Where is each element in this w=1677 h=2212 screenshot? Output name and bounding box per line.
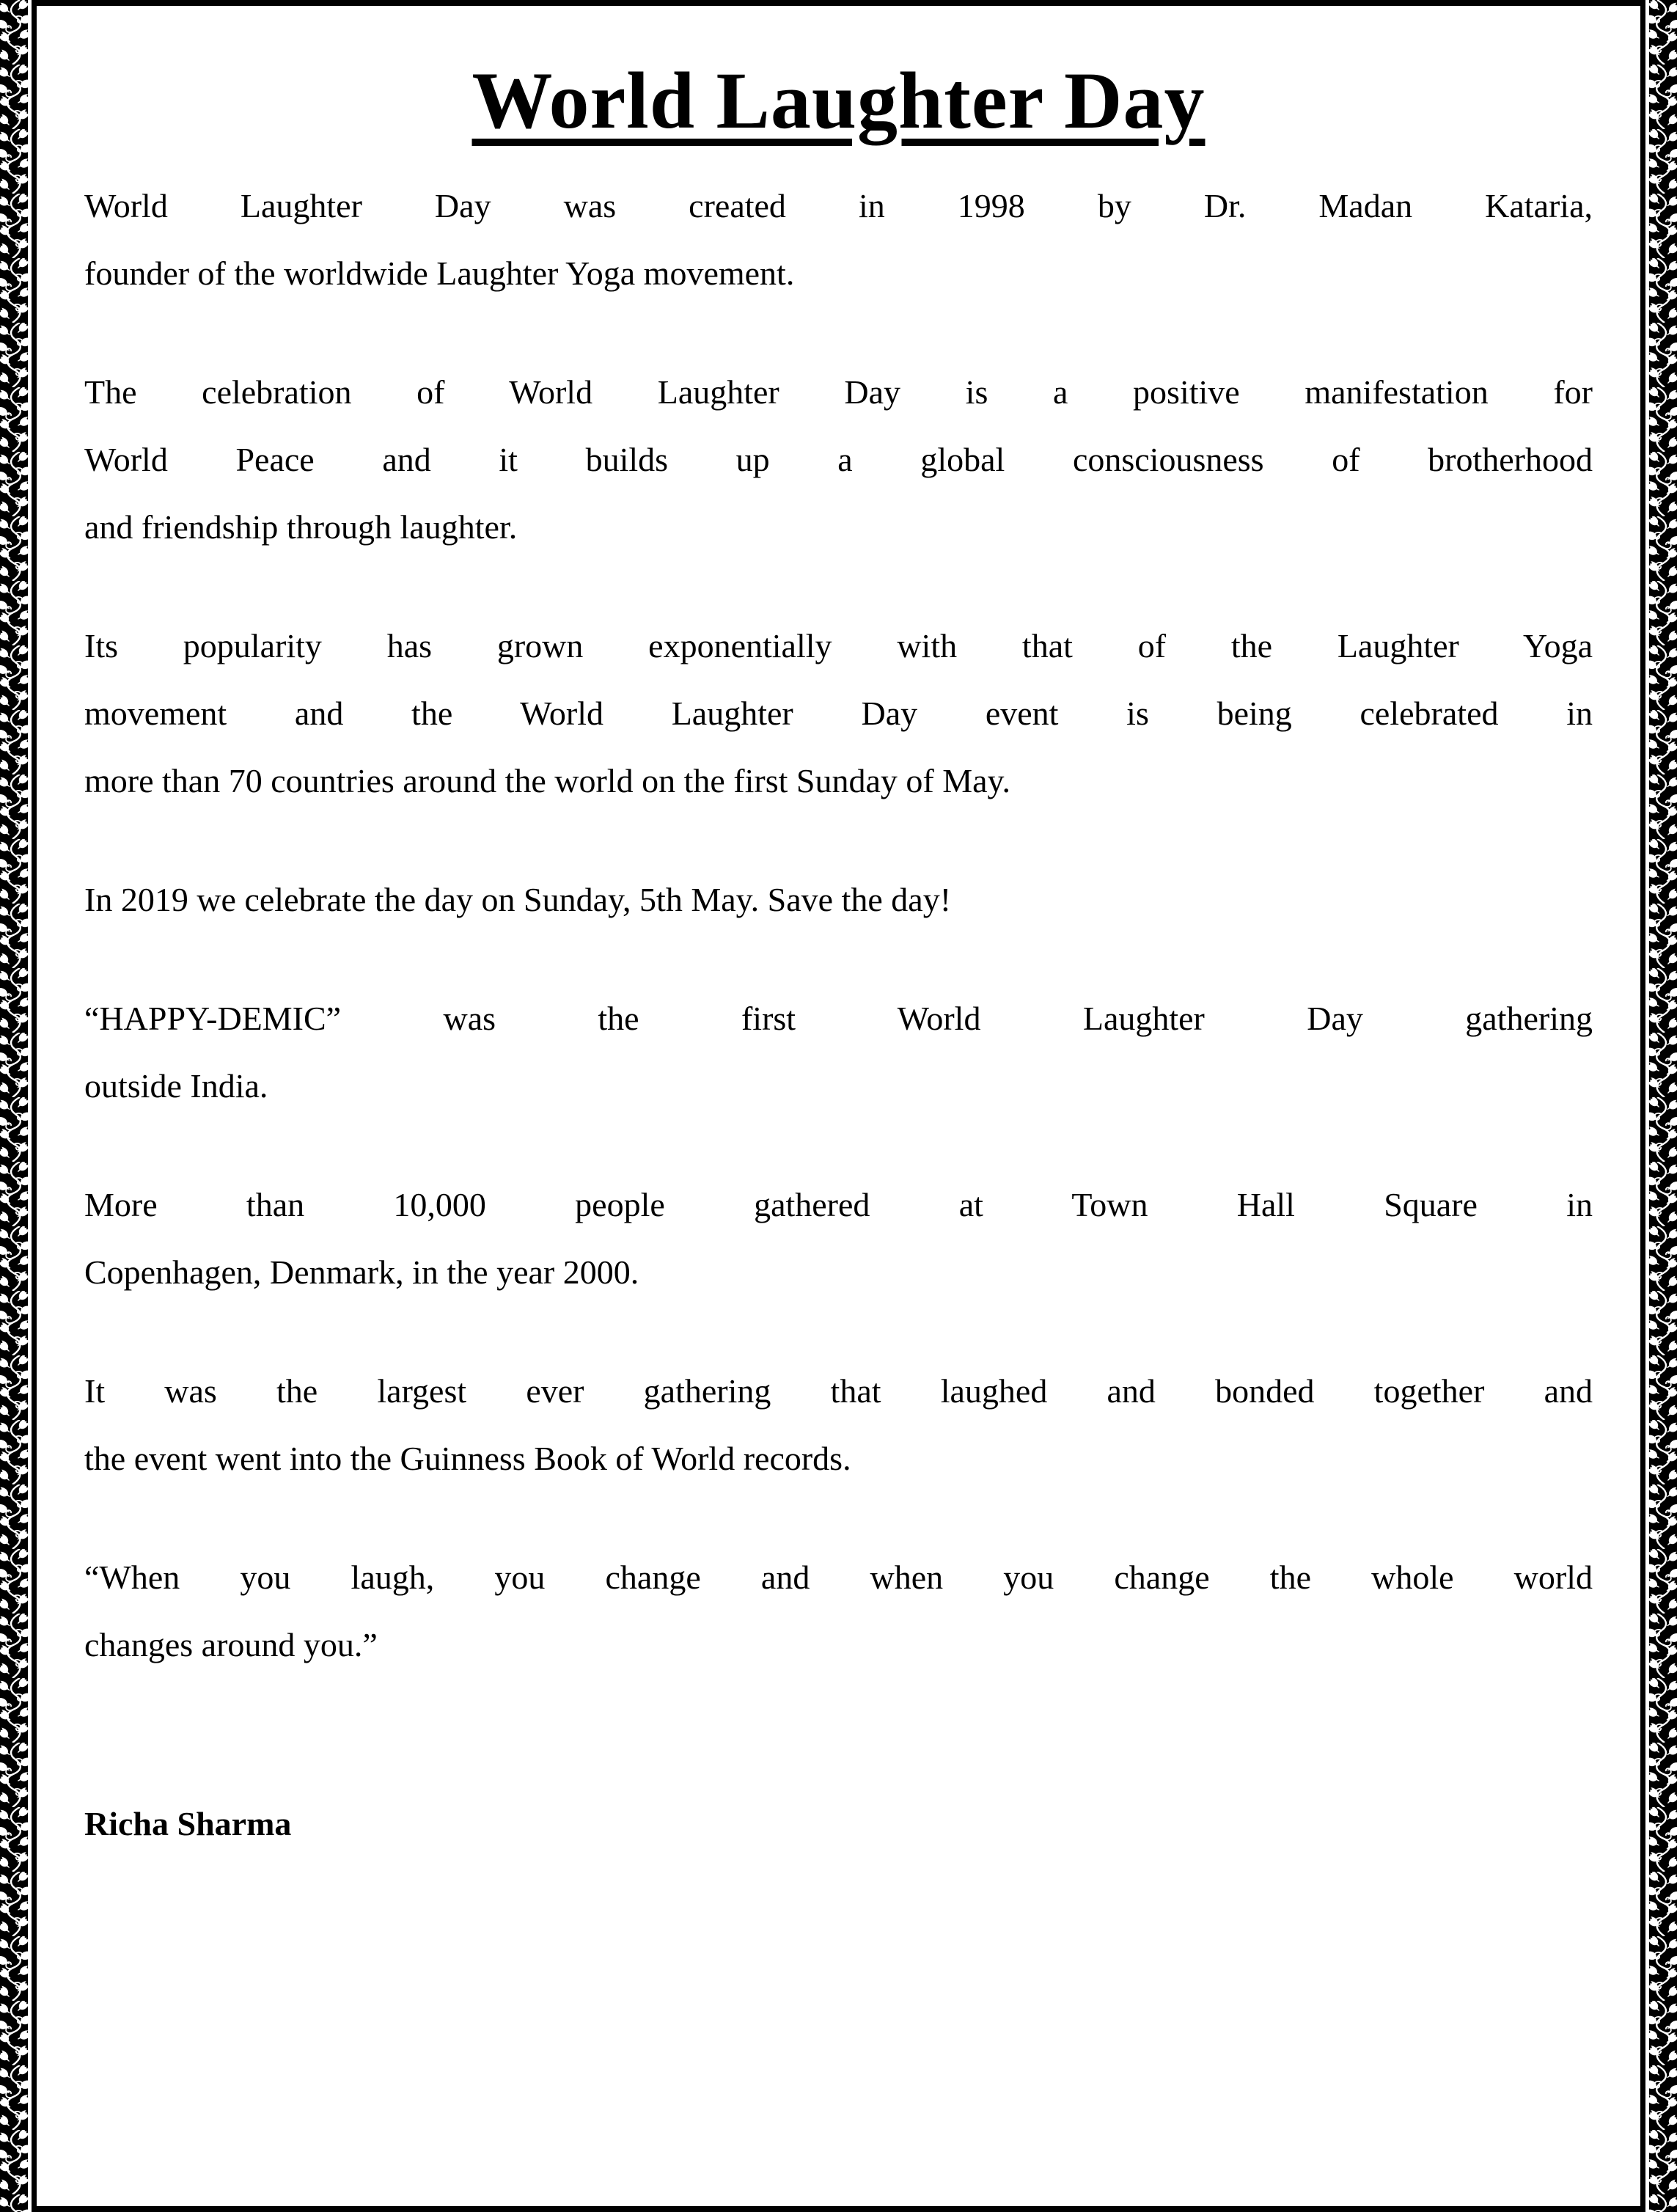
text-line: World Laughter Day was created in 1998 by Dr. Madan Kataria, [84,187,1593,224]
text-line: Its popularity has grown exponentially with that of the Laughter Yoga [84,627,1593,664]
text-line: The celebration of World Laughter Day is a positive manifestation for [84,373,1593,411]
text-line: outside India. [84,1067,268,1105]
text-line: In 2019 we celebrate the day on Sunday, 5th May. Save the day! [84,881,952,918]
text-line: and friendship through laughter. [84,508,518,546]
paragraph [84,359,1593,561]
page-title-text: World Laughter Day [471,56,1206,145]
paragraph [84,985,1593,1120]
text-line: “HAPPY-DEMIC” was the first World Laughter Day gathering [84,1000,1593,1037]
text-line: Copenhagen, Denmark, in the year 2000. [84,1253,639,1291]
paragraph [84,172,1593,307]
text-line: more than 70 countries around the world on the first Sunday of May. [84,762,1011,799]
floral-border-right-icon [1649,0,1677,2212]
paragraph [84,866,1593,934]
author-signature: Richa Sharma [84,1805,292,1842]
text-line: It was the largest ever gathering that laughed and bonded together and [84,1372,1593,1410]
document-content [84,6,1593,1858]
floral-border-left-icon [0,0,28,2212]
paragraph [84,612,1593,815]
text-line: founder of the worldwide Laughter Yoga movement. [84,254,795,292]
text-line: More than 10,000 people gathered at Town Hall Square in [84,1186,1593,1223]
text-line: World Peace and it builds up a global consciousness of brotherhood [84,441,1593,478]
paragraph [84,1171,1593,1306]
paragraph [84,1544,1593,1679]
text-line: “When you laugh, you change and when you change the whole world [84,1559,1593,1596]
text-line: the event went into the Guinness Book of World records. [84,1440,851,1477]
text-line: changes around you.” [84,1626,378,1663]
page-title [84,52,1593,149]
text-line: movement and the World Laughter Day event is being celebrated in [84,695,1593,732]
paragraph [84,1358,1593,1493]
